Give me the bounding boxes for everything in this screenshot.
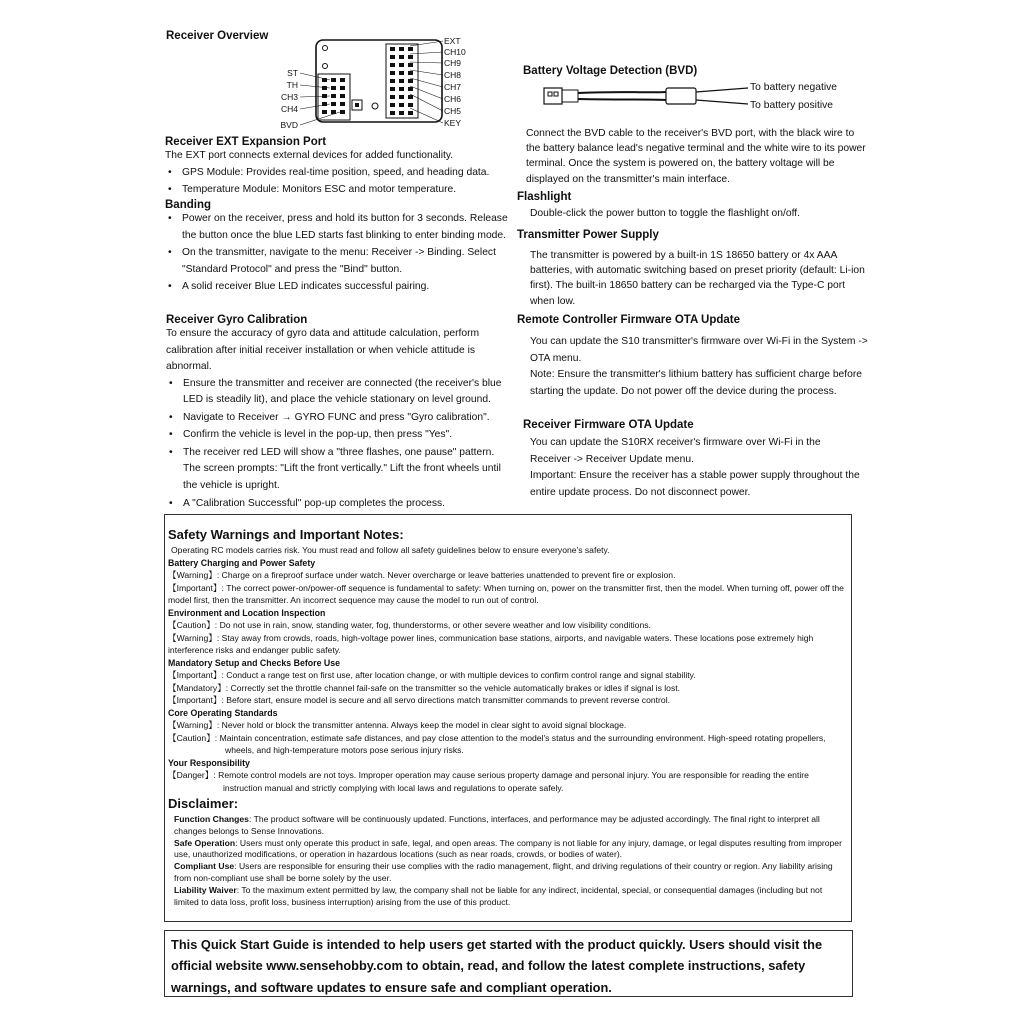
env-title: Environment and Location Inspection — [168, 607, 326, 618]
bvd-title: Battery Voltage Detection (BVD) — [523, 65, 698, 77]
rc-ota-body — [530, 334, 872, 400]
safety-box — [164, 514, 852, 922]
receiver-diagram — [270, 36, 490, 134]
list-item: • Confirm the vehicle is level in the pop-up, then press "Yes". — [183, 427, 514, 444]
rx-ota-text: You can update the S10RX receiver's firmware over Wi-Fi in the Receiver -> Receiver Update menu. — [530, 437, 821, 465]
gyro-section — [166, 314, 514, 513]
banding-section — [165, 199, 515, 297]
disclaimer-label: Liability Waiver — [174, 884, 237, 895]
label-ch4: CH4 — [280, 104, 298, 114]
connector-pin — [399, 103, 404, 107]
list-item: • GPS Module: Provides real-time position, speed, and heading data. — [182, 165, 510, 182]
resp-danger: 【Danger】: Remote control models are not toys. Improper operation may cause serious property damage and personal injury. You are responsible for reading the entire instruction manual and strictly complying with local laws and regulations to operate safely. — [168, 770, 809, 793]
connector-pin — [322, 110, 327, 114]
list-item: • Power on the receiver, press and hold its button for 3 seconds. Release the button once the blue LED starts fast blinking to enter binding mode. — [182, 211, 515, 244]
label-ch5: CH5 — [444, 106, 462, 116]
connector-pin — [399, 111, 404, 115]
gyro-title: Receiver Gyro Calibration — [166, 314, 308, 326]
connector-pin — [408, 87, 413, 91]
disclaimer-text: : Users must only operate this product in safe, legal, and open areas. The company is not liable for any injury, damage, or legal disputes resulting from improper use, unauthorized modifications, or operation in hazardous locations (such as near roads, crowds, or bodies of water). — [174, 837, 842, 860]
connector-pin — [390, 111, 395, 115]
setup-title: Mandatory Setup and Checks Before Use — [168, 657, 341, 668]
disclaimer-label: Safe Operation — [174, 837, 236, 848]
connector-pin — [390, 55, 395, 59]
rx-ota-title: Receiver Firmware OTA Update — [523, 419, 694, 431]
label-ch10: CH10 — [444, 47, 466, 57]
label-st: ST — [287, 68, 298, 78]
connector-pin — [390, 95, 395, 99]
connector-pin — [390, 79, 395, 83]
setup-important-1: 【Important】: Conduct a range test on first use, after location change, or with multiple devices to confirm control range and signal stability. — [168, 670, 696, 680]
list-item: • A solid receiver Blue LED indicates successful pairing. — [182, 279, 515, 296]
connector-pin — [331, 102, 336, 106]
gyro-intro: To ensure the accuracy of gyro data and attitude calculation, perform calibration after initial receiver installation or when vehicle attitude is abnormal. — [166, 328, 480, 372]
disclaimer-item — [168, 861, 847, 885]
connector-pin — [390, 103, 395, 107]
banding-title: Banding — [165, 199, 211, 211]
list-item: • On the transmitter, navigate to the menu: Receiver -> Binding. Select "Standard Protocol" and press the "Bind" button. — [182, 245, 515, 278]
power-supply-text: The transmitter is powered by a built-in 1S 18650 battery or 4x AAA batteries, with automatic switching based on preset priority (default: Li-ion first). The built-in 18650 battery can be recharged via the Type-C port when low. — [530, 250, 865, 307]
disclaimer-title: Disclaimer: — [168, 796, 239, 811]
connector-pin — [340, 94, 345, 98]
rx-ota-body — [530, 435, 860, 501]
safety-title: Safety Warnings and Important Notes: — [168, 527, 404, 542]
list-item: • A "Calibration Successful" pop-up completes the process. — [183, 496, 514, 513]
ext-port-intro: The EXT port connects external devices for added functionality. — [165, 150, 454, 161]
connector-pin — [340, 78, 345, 82]
rc-ota-note: Note: Ensure the transmitter's lithium battery has sufficient charge before starting the update. Do not power off the device during the process. — [530, 369, 863, 397]
flashlight-text: Double-click the power button to toggle the flashlight on/off. — [530, 208, 800, 219]
disclaimer-section — [168, 796, 847, 908]
disclaimer-item — [168, 885, 847, 909]
connector-pin — [390, 87, 395, 91]
list-item: • The receiver red LED will show a "three flashes, one pause" pattern. The screen prompts: "Lift the front vertically." Lift the front wheels until the vehicle is upright. — [183, 445, 514, 495]
label-ch9: CH9 — [444, 58, 462, 68]
disclaimer-label: Compliant Use — [174, 861, 235, 872]
connector-pin — [331, 78, 336, 82]
disclaimer-text: : The product software will be continuously updated. Functions, interfaces, and performance may be adjusted accordingly. The final right to interpret all changes belongs to Sense Innovations. — [174, 814, 820, 836]
env-warning: 【Warning】: Stay away from crowds, roads, high-voltage power lines, communication base stations, airports, and navigable waters. These locations pose extremely high interference risks and endanger public safety. — [168, 632, 814, 655]
connector-pin — [399, 71, 404, 75]
rc-ota-text: You can update the S10 transmitter's firmware over Wi-Fi in the System -> OTA menu. — [530, 336, 868, 364]
connector-pin — [408, 95, 413, 99]
core-title: Core Operating Standards — [168, 707, 278, 718]
disclaimer-item — [168, 838, 847, 862]
connector-pin — [408, 111, 413, 115]
connector-pin — [322, 86, 327, 90]
connector-pin — [340, 86, 345, 90]
label-bvd: BVD — [280, 120, 298, 130]
safety-intro: Operating RC models carries risk. You must read and follow all safety guidelines below to ensure everyone's safety. — [171, 545, 610, 555]
connector-pin — [331, 94, 336, 98]
setup-important-2: 【Important】: Before start, ensure model is secure and all servo directions match transmitter commands to prevent reverse control. — [168, 695, 670, 705]
charging-title: Battery Charging and Power Safety — [168, 557, 316, 568]
connector-pin — [399, 87, 404, 91]
connector-pin — [390, 47, 395, 51]
connector-pin — [408, 47, 413, 51]
env-caution: 【Caution】: Do not use in rain, snow, standing water, fog, thunderstorms, or other severe weather and low visibility conditions. — [168, 620, 651, 630]
connector-pin — [399, 55, 404, 59]
setup-mandatory: 【Mandatory】: Correctly set the throttle channel fail-safe on the transmitter so the vehicle automatically brakes or idles if signal is lost. — [168, 682, 681, 693]
core-caution: 【Caution】: Maintain concentration, estimate safe distances, and pay close attention to the model's status and the surrounding environment. High-speed rotating propellers, wheels, and high-temperature motors pose serious injury risks. — [168, 732, 826, 755]
core-warning: 【Warning】: Never hold or block the transmitter antenna. Always keep the model in clear sight to avoid signal blockage. — [168, 720, 627, 730]
disclaimer-item — [168, 814, 847, 838]
label-ch8: CH8 — [444, 70, 462, 80]
connector-pin — [331, 86, 336, 90]
ext-port-title: Receiver EXT Expansion Port — [165, 136, 327, 148]
label-th: TH — [286, 80, 298, 90]
label-ext: EXT — [444, 36, 461, 46]
connector-pin — [399, 95, 404, 99]
bvd-text: Connect the BVD cable to the receiver's BVD port, with the black wire to the battery balance lead's negative terminal and the white wire to its power terminal. Once the system is powered on, the battery voltage will be displayed on the transmitter's main interface. — [526, 128, 866, 185]
label-ch7: CH7 — [444, 82, 462, 92]
connector-pin — [408, 79, 413, 83]
disclaimer-text: : Users are responsible for ensuring their use complies with the radio management, flight, and driving regulations of their country or region. Any liability arising from non-compliant use shall be borne solely by the user. — [174, 861, 833, 883]
connector-pin — [399, 63, 404, 67]
receiver-overview-title: Receiver Overview — [166, 30, 269, 42]
label-ch3: CH3 — [280, 92, 298, 102]
disclaimer-text: : To the maximum extent permitted by law, the company shall not be liable for any indirect, incidental, special, or consequential damages (including but not limited to data loss, profit loss, business interruption) arising from the use of this product. — [174, 884, 823, 907]
label-ch6: CH6 — [444, 94, 462, 104]
bvd-label-negative: To battery negative — [750, 82, 838, 93]
charging-warning: 【Warning】: Charge on a fireproof surface under watch. Never overcharge or leave batteries unattended to prevent fire or explosion. — [168, 570, 676, 580]
list-item: • Ensure the transmitter and receiver are connected (the receiver's blue LED is steadily lit), and place the vehicle stationary on level ground. — [183, 376, 514, 409]
connector-pin — [408, 103, 413, 107]
bvd-label-positive: To battery positive — [750, 100, 833, 111]
list-item: • Temperature Module: Monitors ESC and motor temperature. — [182, 182, 510, 199]
label-key: KEY — [444, 118, 462, 128]
connector-pin — [399, 79, 404, 83]
disclaimer-label: Function Changes — [174, 814, 249, 824]
flashlight-title: Flashlight — [517, 191, 572, 203]
list-item: • Navigate to Receiver → GYRO FUNC and press "Gyro calibration". — [183, 410, 514, 427]
ext-port-section — [165, 136, 510, 200]
connector-pin — [340, 102, 345, 106]
connector-pin — [408, 55, 413, 59]
resp-title: Your Responsibility — [168, 757, 250, 768]
quick-start-box: This Quick Start Guide is intended to help users get started with the product quickly. Users should visit the official website www.sensehobby.com to obtain, read, and follow the latest complete instructions, safety warnings, and software updates to ensure safe and compliant operation. — [164, 930, 853, 997]
connector-pin — [390, 63, 395, 67]
charging-important: 【Important】: The correct power-on/power-off sequence is fundamental to safety: When turning on, power on the transmitter first, then the model. When turning off, power off the model first, then the transmitter. An incorrect sequence may cause the model to run out of control. — [168, 582, 844, 605]
connector-pin — [390, 71, 395, 75]
connector-pin — [399, 47, 404, 51]
connector-pin — [340, 110, 345, 114]
connector-pin — [408, 63, 413, 67]
rx-ota-note: Important: Ensure the receiver has a stable power supply throughout the entire update process. Do not disconnect power. — [530, 470, 860, 498]
power-supply-title: Transmitter Power Supply — [517, 229, 659, 241]
rc-ota-title: Remote Controller Firmware OTA Update — [517, 314, 741, 326]
connector-pin — [408, 71, 413, 75]
